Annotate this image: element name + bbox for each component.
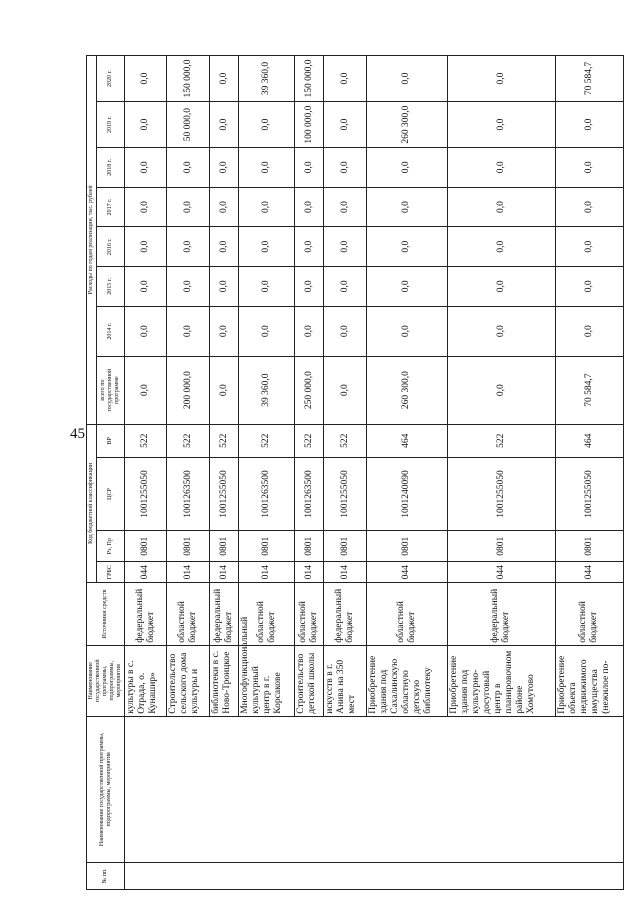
cell-y2015: 0,0 — [555, 266, 624, 306]
cell-y2018: 0,0 — [294, 148, 323, 188]
cell-source: областной бюджет — [366, 583, 447, 646]
cell-y2017: 0,0 — [324, 187, 366, 227]
cell-y2018: 0,0 — [209, 148, 238, 188]
cell-csr: 1001263500 — [294, 457, 323, 530]
cell-y2014: 0,0 — [294, 306, 323, 356]
cell-source: федеральный бюджет — [324, 583, 366, 646]
cell-y2015: 0,0 — [239, 266, 294, 306]
cell-vr: 522 — [209, 424, 238, 457]
cell-y2016: 0,0 — [239, 227, 294, 267]
cell-vr: 522 — [294, 424, 323, 457]
cell-y2017: 0,0 — [125, 187, 167, 227]
cell-source: областной бюджет — [294, 583, 323, 646]
cell-event-name: библиотеки в с. Ново-Троицкое — [209, 645, 238, 716]
cell-csr: 1001255050 — [448, 457, 555, 530]
cell-grbs: 014 — [294, 562, 323, 583]
cell-total: 0,0 — [324, 356, 366, 424]
cell-y2018: 0,0 — [167, 148, 209, 188]
cell-rzpr: 0801 — [366, 531, 447, 562]
cell-y2015: 0,0 — [448, 266, 555, 306]
cell-y2017: 0,0 — [555, 187, 624, 227]
header-rzpr: Рз, Пр — [97, 531, 125, 562]
cell-total: 0,0 — [209, 356, 238, 424]
cell-y2020: 0,0 — [209, 56, 238, 102]
cell-y2018: 0,0 — [239, 148, 294, 188]
cell-grbs: 044 — [448, 562, 555, 583]
cell-y2020: 0,0 — [324, 56, 366, 102]
header-vr: ВР — [97, 424, 125, 457]
header-2019: 2019 г. — [97, 102, 125, 148]
cell-y2019: 0,0 — [448, 102, 555, 148]
page-number: 45 — [70, 426, 85, 442]
cell-total: 200 000,0 — [167, 356, 209, 424]
cell-csr: 1001255050 — [324, 457, 366, 530]
cell-y2017: 0,0 — [239, 187, 294, 227]
cell-y2020: 70 584,7 — [555, 56, 624, 102]
cell-event-name: культуры в с. Отрада, о. Кунашир» — [125, 645, 167, 716]
cell-y2015: 0,0 — [167, 266, 209, 306]
header-2015: 2015 г. — [97, 266, 125, 306]
cell-y2015: 0,0 — [294, 266, 323, 306]
cell-vr: 464 — [555, 424, 624, 457]
header-row-1 — [87, 56, 97, 890]
cell-rzpr: 0801 — [294, 531, 323, 562]
cell-event-name: Многофункциональный культурный центр в г. Корсакове — [239, 645, 294, 716]
cell-csr: 1001263500 — [239, 457, 294, 530]
cell-y2019: 50 000,0 — [167, 102, 209, 148]
cell-y2016: 0,0 — [209, 227, 238, 267]
cell-csr: 1001240090 — [366, 457, 447, 530]
cell-y2014: 0,0 — [448, 306, 555, 356]
cell-source: областной бюджет — [167, 583, 209, 646]
program-cell — [125, 716, 624, 862]
cell-total: 70 584,7 — [555, 356, 624, 424]
header-expenses: Расходы по годам реализации, тыс. рублей — [87, 56, 97, 425]
cell-y2015: 0,0 — [366, 266, 447, 306]
cell-rzpr: 0801 — [167, 531, 209, 562]
cell-rzpr: 0801 — [125, 531, 167, 562]
header-source: Источники средств — [87, 583, 125, 646]
cell-y2016: 0,0 — [555, 227, 624, 267]
cell-total: 260 300,0 — [366, 356, 447, 424]
cell-y2017: 0,0 — [167, 187, 209, 227]
cell-y2014: 0,0 — [555, 306, 624, 356]
header-2020: 2020 г. — [97, 56, 125, 102]
header-total: всего по государственной программе — [97, 356, 125, 424]
cell-y2020: 0,0 — [366, 56, 447, 102]
table-body — [125, 56, 624, 890]
cell-y2020: 39 360,0 — [239, 56, 294, 102]
header-2016: 2016 г. — [97, 227, 125, 267]
cell-vr: 522 — [239, 424, 294, 457]
cell-event-name: Приобретение здания под культурно-досуговый центр в планировочном районе Хомутово — [448, 645, 555, 716]
cell-y2014: 0,0 — [366, 306, 447, 356]
cell-y2014: 0,0 — [125, 306, 167, 356]
cell-y2016: 0,0 — [324, 227, 366, 267]
cell-vr: 464 — [366, 424, 447, 457]
cell-vr: 522 — [167, 424, 209, 457]
cell-grbs: 014 — [209, 562, 238, 583]
cell-y2016: 0,0 — [448, 227, 555, 267]
cell-y2016: 0,0 — [125, 227, 167, 267]
cell-y2019: 0,0 — [555, 102, 624, 148]
cell-y2017: 0,0 — [448, 187, 555, 227]
cell-y2014: 0,0 — [167, 306, 209, 356]
cell-y2020: 150 000,0 — [167, 56, 209, 102]
cell-y2015: 0,0 — [324, 266, 366, 306]
header-2017: 2017 г. — [97, 187, 125, 227]
header-csr: ЦСР — [97, 457, 125, 530]
cell-y2015: 0,0 — [125, 266, 167, 306]
header-grbs: ГРБС — [97, 562, 125, 583]
cell-y2019: 0,0 — [324, 102, 366, 148]
budget-table — [86, 55, 624, 890]
cell-rzpr: 0801 — [324, 531, 366, 562]
cell-source: областной бюджет — [555, 583, 624, 646]
cell-y2017: 0,0 — [294, 187, 323, 227]
cell-grbs: 014 — [239, 562, 294, 583]
cell-y2018: 0,0 — [324, 148, 366, 188]
cell-event-name: Приобретение объекта недвижимого имущества (нежилое по- — [555, 645, 624, 716]
cell-csr: 1001255050 — [125, 457, 167, 530]
cell-total: 250 000,0 — [294, 356, 323, 424]
cell-y2019: 0,0 — [209, 102, 238, 148]
cell-vr: 522 — [125, 424, 167, 457]
cell-rzpr: 0801 — [555, 531, 624, 562]
cell-y2018: 0,0 — [125, 148, 167, 188]
cell-grbs: 044 — [125, 562, 167, 583]
table-row — [125, 56, 167, 890]
cell-csr: 1001263500 — [167, 457, 209, 530]
cell-source: федеральный бюджет — [209, 583, 238, 646]
cell-y2016: 0,0 — [167, 227, 209, 267]
num-cell — [125, 862, 624, 889]
cell-total: 0,0 — [125, 356, 167, 424]
cell-y2017: 0,0 — [366, 187, 447, 227]
cell-y2018: 0,0 — [555, 148, 624, 188]
cell-y2020: 0,0 — [448, 56, 555, 102]
cell-y2014: 0,0 — [239, 306, 294, 356]
cell-y2018: 0,0 — [448, 148, 555, 188]
header-2014: 2014 г. — [97, 306, 125, 356]
cell-source: федеральный бюджет — [448, 583, 555, 646]
cell-grbs: 014 — [167, 562, 209, 583]
cell-y2014: 0,0 — [209, 306, 238, 356]
cell-y2015: 0,0 — [209, 266, 238, 306]
cell-y2016: 0,0 — [366, 227, 447, 267]
cell-total: 0,0 — [448, 356, 555, 424]
cell-event-name: Приобретение здания под Сахалинскую областную детскую библиотеку — [366, 645, 447, 716]
cell-event-name: искусств в г. Анива на 350 мест — [324, 645, 366, 716]
cell-y2020: 150 000,0 — [294, 56, 323, 102]
cell-source: федеральный бюджет — [125, 583, 167, 646]
cell-vr: 522 — [324, 424, 366, 457]
cell-csr: 1001255050 — [555, 457, 624, 530]
cell-rzpr: 0801 — [448, 531, 555, 562]
cell-source: областной бюджет — [239, 583, 294, 646]
cell-y2019: 0,0 — [125, 102, 167, 148]
cell-y2018: 0,0 — [366, 148, 447, 188]
cell-y2019: 260 300,0 — [366, 102, 447, 148]
cell-event-name: Строительство детской школы — [294, 645, 323, 716]
header-2018: 2018 г. — [97, 148, 125, 188]
cell-grbs: 014 — [324, 562, 366, 583]
cell-y2020: 0,0 — [125, 56, 167, 102]
cell-csr: 1001255050 — [209, 457, 238, 530]
cell-grbs: 044 — [366, 562, 447, 583]
header-budget-code: Код бюджетной классификации — [87, 424, 97, 583]
cell-grbs: 044 — [555, 562, 624, 583]
header-num: № пп. — [87, 862, 125, 889]
header-event: Наименование государственной программы, подпрограммы, мероприятия — [87, 645, 125, 716]
cell-total: 39 360,0 — [239, 356, 294, 424]
cell-y2016: 0,0 — [294, 227, 323, 267]
cell-vr: 522 — [448, 424, 555, 457]
cell-rzpr: 0801 — [209, 531, 238, 562]
rotated-table-wrapper — [86, 55, 611, 890]
cell-y2019: 100 000,0 — [294, 102, 323, 148]
cell-event-name: Строительство сельского дома культуры и — [167, 645, 209, 716]
cell-y2017: 0,0 — [209, 187, 238, 227]
header-program: Наименование государственной программы, подпрограммы, мероприятия — [87, 716, 125, 862]
cell-y2019: 0,0 — [239, 102, 294, 148]
cell-y2014: 0,0 — [324, 306, 366, 356]
cell-rzpr: 0801 — [239, 531, 294, 562]
